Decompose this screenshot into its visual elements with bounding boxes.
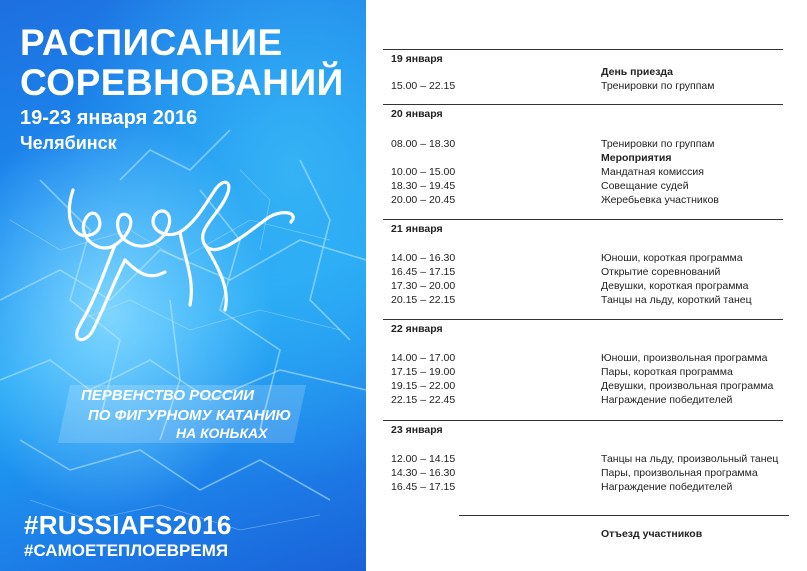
row-time: 17.15 – 19.00 — [391, 366, 456, 378]
day-header: 21 января — [391, 223, 443, 235]
row-event: Юноши, короткая программа — [601, 252, 743, 264]
row-time: 16.45 – 17.15 — [391, 266, 456, 278]
row-event: Совещание судей — [601, 180, 689, 192]
row-time: 14.30 – 16.30 — [391, 467, 456, 479]
row-event: Тренировки по группам — [601, 80, 715, 92]
banner-line2: ПО ФИГУРНОМУ КАТАНИЮ — [88, 407, 292, 424]
hashtag-russiafs: #RUSSIAFS2016 — [24, 510, 232, 540]
figure-skater-logo — [55, 160, 315, 360]
row-event: Девушки, короткая программа — [601, 280, 749, 292]
day-divider — [383, 49, 783, 50]
banner-line1: ПЕРВЕНСТВО РОССИИ — [81, 387, 255, 404]
row-event: Мероприятия — [601, 152, 672, 164]
poster-title-line1: РАСПИСАНИЕ — [20, 22, 283, 63]
schedule-panel — [383, 0, 793, 571]
day-header: 22 января — [391, 323, 443, 335]
row-event: Жеребьевка участников — [601, 194, 719, 206]
row-time: 22.15 – 22.45 — [391, 394, 456, 406]
row-time: 16.45 – 17.15 — [391, 481, 456, 493]
row-time: 10.00 – 15.00 — [391, 166, 456, 178]
row-event: Награждение победителей — [601, 481, 733, 493]
row-time: 20.00 – 20.45 — [391, 194, 456, 206]
row-time: 08.00 – 18.30 — [391, 138, 456, 150]
banner-line3: НА КОНЬКАХ — [176, 425, 268, 441]
row-event: Открытие соревнований — [601, 266, 721, 278]
row-event: Юноши, произвольная программа — [601, 352, 768, 364]
poster-title-line2: СОРЕВНОВАНИЙ — [20, 62, 344, 103]
row-time: 14.00 – 16.30 — [391, 252, 456, 264]
day-divider — [383, 104, 783, 105]
row-time: 15.00 – 22.15 — [391, 80, 456, 92]
row-event: Танцы на льду, короткий танец — [601, 294, 752, 306]
row-event: Девушки, произвольная программа — [601, 380, 774, 392]
row-event: Награждение победителей — [601, 394, 733, 406]
day-divider — [383, 420, 783, 421]
day-header: 23 января — [391, 424, 443, 436]
row-time: 18.30 – 19.45 — [391, 180, 456, 192]
poster-panel — [0, 0, 366, 571]
poster-dates: 19-23 января 2016 — [20, 107, 198, 129]
day-divider — [383, 219, 783, 220]
row-event: Тренировки по группам — [601, 138, 715, 150]
day-header: 20 января — [391, 108, 443, 120]
row-event: Мандатная комиссия — [601, 166, 704, 178]
row-event: Танцы на льду, произвольный танец — [601, 453, 779, 465]
row-time: 14.00 – 17.00 — [391, 352, 456, 364]
final-divider — [459, 515, 789, 516]
row-event: Пары, произвольная программа — [601, 467, 758, 479]
row-time: 19.15 – 22.00 — [391, 380, 456, 392]
row-event: Пары, короткая программа — [601, 366, 733, 378]
row-time: 20.15 – 22.15 — [391, 294, 456, 306]
row-time: 17.30 – 20.00 — [391, 280, 456, 292]
hashtag-warm-time: #САМОЕТЕПЛОЕВРЕМЯ — [24, 541, 229, 560]
day-divider — [383, 319, 783, 320]
day-header: 19 января — [391, 53, 443, 65]
row-event: День приезда — [601, 66, 673, 78]
row-time: 12.00 – 14.15 — [391, 453, 456, 465]
departure-note: Отъезд участников — [601, 528, 703, 540]
championship-banner — [64, 385, 300, 445]
poster-city: Челябинск — [20, 133, 117, 153]
